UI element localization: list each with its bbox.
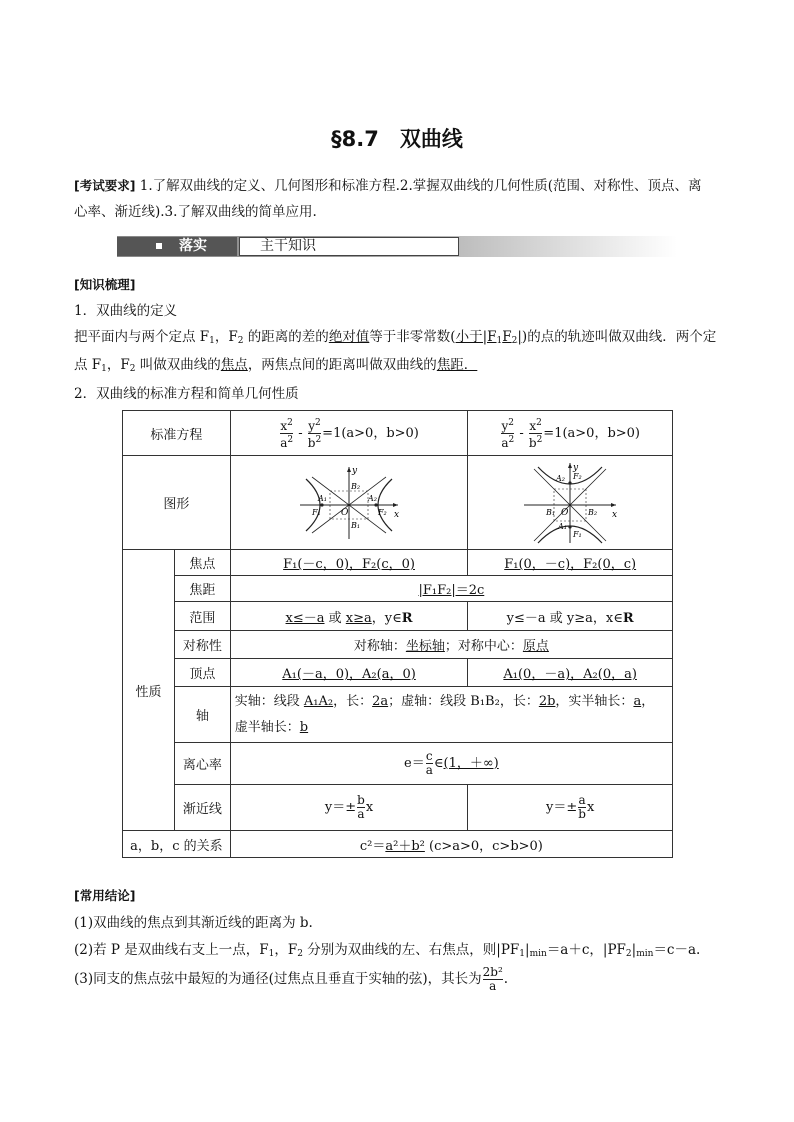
svg-text:O: O <box>341 507 349 518</box>
focus-label: 焦点 <box>174 550 230 576</box>
table-row <box>123 687 673 743</box>
table-row <box>123 550 673 576</box>
asymptote-vertical: y＝± $\frac{a}{b}$ x <box>468 785 673 831</box>
svg-text:x: x <box>612 509 618 520</box>
properties-label: 性质 <box>123 550 175 831</box>
table-row <box>123 411 673 456</box>
svg-text:O: O <box>561 507 569 518</box>
conclusion-2: (2)若 P 是双曲线右支上一点，$F_1$，$F_2$ 分别为双曲线的左、右焦点，则$|PF_1|_{min}=a+c$，$|PF_2|_{min}=c-a$. <box>74 942 701 959</box>
hyperbola-horizontal-figure <box>294 463 404 543</box>
table-row <box>123 631 673 659</box>
svg-text:y: y <box>573 462 579 473</box>
svg-text:F₂: F₂ <box>378 507 387 517</box>
svg-text:F₁: F₁ <box>573 529 582 539</box>
svg-text:F₁: F₁ <box>312 507 321 517</box>
symmetry-label: 对称性 <box>174 631 230 659</box>
requirements-text-1: 1.了解双曲线的定义、几何图形和标准方程.2.掌握双曲线的几何性质(范围、对称性、顶点、离 <box>139 178 702 194</box>
table-heading: 2．双曲线的标准方程和简单几何性质 <box>74 386 299 402</box>
section-banner <box>117 236 677 257</box>
conclusion-3: (3)同支的焦点弦中最短的为通径(过焦点且垂直于实轴的弦)，其长为 $\frac{\text{2b²}}{a}$ . <box>74 965 509 993</box>
asymptote-label: 渐近线 <box>174 785 230 831</box>
relation-label: a，b，c 的关系 <box>123 831 231 858</box>
focal-label: 焦距 <box>174 576 230 602</box>
vertex-label: 顶点 <box>174 659 230 687</box>
eq-label: 标准方程 <box>123 411 231 456</box>
figure-horizontal <box>230 456 468 550</box>
banner-left-label: 落实 <box>179 238 207 254</box>
relation-value: c²＝a²＋b² (c>a>0，c>b>0) <box>230 831 672 858</box>
vertex-vertical: A₁(0，－a)，A₂(0，a) <box>468 659 673 687</box>
requirements-text-2: 心率、渐近线).3.了解双曲线的简单应用. <box>74 204 317 220</box>
table-row <box>123 831 673 858</box>
requirements-label: [考试要求] <box>74 178 136 193</box>
svg-text:B₂: B₂ <box>588 507 598 517</box>
table-row <box>123 576 673 602</box>
banner-right-label: 主干知识 <box>260 238 316 254</box>
svg-text:y: y <box>352 465 358 476</box>
axis-label: 轴 <box>174 687 230 743</box>
exam-requirements <box>74 173 734 225</box>
conclusion-1: (1)双曲线的焦点到其渐近线的距离为 b. <box>74 915 313 931</box>
definition-line-2: 点 $F_1$，$F_2$ 叫做双曲线的焦点，两焦点间的距离叫做双曲线的焦距． <box>74 357 478 374</box>
definition-line-1: 把平面内与两个定点 $F_1$，$F_2$ 的距离的差的绝对值等于非零常数(小于$|F_1F_2|$)的点的轨迹叫做双曲线．两个定 <box>74 329 717 346</box>
focus-vertical: F₁(0，－c)，F₂(0，c) <box>468 550 673 576</box>
svg-text:B₁: B₁ <box>546 507 556 517</box>
svg-text:B₁: B₁ <box>351 520 361 530</box>
eq-horizontal: $\frac{x^2}{a^2}$ - $\frac{y^2}{b^2}$ =1(a>0，b>0) <box>230 411 468 456</box>
hyperbola-vertical-figure <box>520 461 620 545</box>
table-row <box>123 743 673 785</box>
figure-vertical <box>468 456 673 550</box>
definition-heading: 1．双曲线的定义 <box>74 303 178 319</box>
focal-value: |F₁F₂|＝2c <box>230 576 672 602</box>
svg-text:A₂: A₂ <box>368 493 378 503</box>
eccentricity-value: e＝ $\frac{c}{a}$ ∈(1，＋∞) <box>230 743 672 785</box>
hyperbola-properties-table <box>122 410 673 858</box>
svg-text:x: x <box>394 509 400 520</box>
table-row <box>123 785 673 831</box>
svg-text:A₁: A₁ <box>318 493 328 503</box>
asymptote-horizontal: y＝± $\frac{b}{a}$ x <box>230 785 468 831</box>
symmetry-value: 对称轴：坐标轴；对称中心：原点 <box>230 631 672 659</box>
table-row <box>123 456 673 550</box>
svg-text:B₂: B₂ <box>351 481 361 491</box>
svg-text:A₁: A₁ <box>558 521 568 531</box>
figure-label: 图形 <box>123 456 231 550</box>
bullet-icon <box>156 243 162 249</box>
knowledge-heading: [知识梳理] <box>74 277 136 292</box>
conclusion-heading: [常用结论] <box>74 888 136 903</box>
table-row <box>123 659 673 687</box>
vertex-horizontal: A₁(－a，0)，A₂(a，0) <box>230 659 468 687</box>
range-horizontal: x≤－a 或 x≥a，y∈R <box>230 602 468 631</box>
svg-text:F₂: F₂ <box>573 471 582 481</box>
axis-value: 实轴：线段 A₁A₂，长：2a；虚轴：线段 B₁B₂，长：2b，实半轴长：a， 虚半轴长：b <box>230 687 672 743</box>
page-title: §8.7 双曲线 <box>331 127 463 151</box>
svg-text:A₂: A₂ <box>556 473 566 483</box>
range-label: 范围 <box>174 602 230 631</box>
eq-vertical: $\frac{y^2}{a^2}$ - $\frac{x^2}{b^2}$ =1(a>0，b>0) <box>468 411 673 456</box>
table-row <box>123 602 673 631</box>
eccentricity-label: 离心率 <box>174 743 230 785</box>
range-vertical: y≤－a 或 y≥a，x∈R <box>468 602 673 631</box>
focus-horizontal: F₁(－c，0)，F₂(c，0) <box>230 550 468 576</box>
